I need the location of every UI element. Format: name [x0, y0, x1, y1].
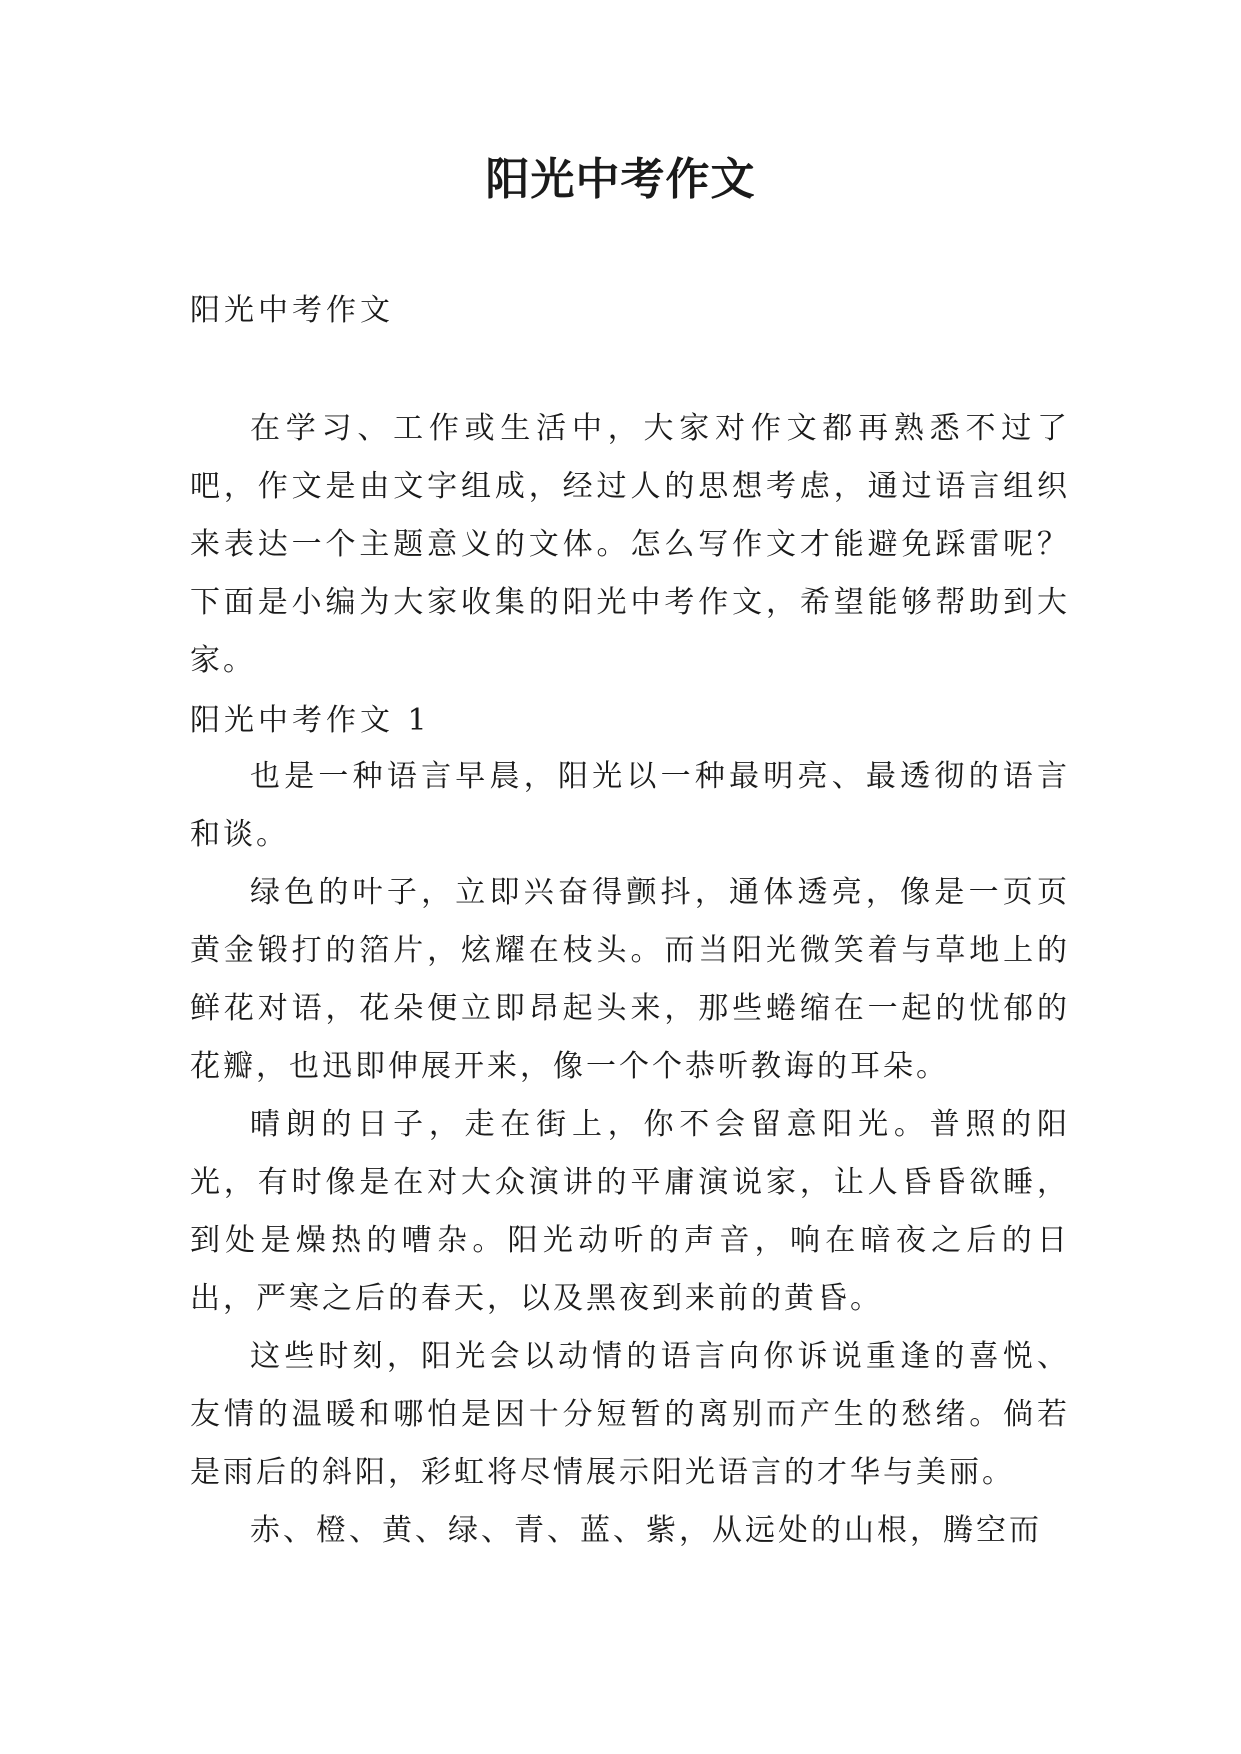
intro-block [190, 400, 1070, 690]
intro-paragraph: 在学习、工作或生活中，大家对作文都再熟悉不过了吧，作文是由文字组成，经过人的思想考虑，通过语言组织来表达一个主题意义的文体。怎么写作文才能避免踩雷呢？下面是小编为大家收集的阳光中考作文，希望能够帮助到大家。 [190, 411, 1070, 678]
essay-paragraph-4: 这些时刻，阳光会以动情的语言向你诉说重逢的喜悦、友情的温暖和哪怕是因十分短暂的离别而产生的愁绪。倘若是雨后的斜阳，彩虹将尽情展示阳光语言的才华与美丽。 [190, 1339, 1070, 1490]
section-heading: 阳光中考作文 1 [190, 703, 431, 738]
document-subtitle: 阳光中考作文 [190, 293, 394, 328]
essay-paragraph-1: 也是一种语言早晨，阳光以一种最明亮、最透彻的语言和谈。 [190, 759, 1070, 852]
document-title: 阳光中考作文 [485, 154, 756, 205]
essay-paragraph-2: 绿色的叶子，立即兴奋得颤抖，通体透亮，像是一页页黄金锻打的箔片，炫耀在枝头。而当阳光微笑着与草地上的鲜花对语，花朵便立即昂起头来，那些蜷缩在一起的忧郁的花瓣，也迅即伸展开来，像一个个恭听教诲的耳朵。 [190, 875, 1070, 1084]
essay-body [190, 748, 1070, 1560]
essay-paragraph-3: 晴朗的日子，走在街上，你不会留意阳光。普照的阳光，有时像是在对大众演讲的平庸演说家，让人昏昏欲睡，到处是燥热的嘈杂。阳光动听的声音，响在暗夜之后的日出，严寒之后的春天，以及黑夜到来前的黄昏。 [190, 1107, 1070, 1316]
essay-paragraph-5: 赤、橙、黄、绿、青、蓝、紫，从远处的山根，腾空而 [250, 1513, 1042, 1548]
